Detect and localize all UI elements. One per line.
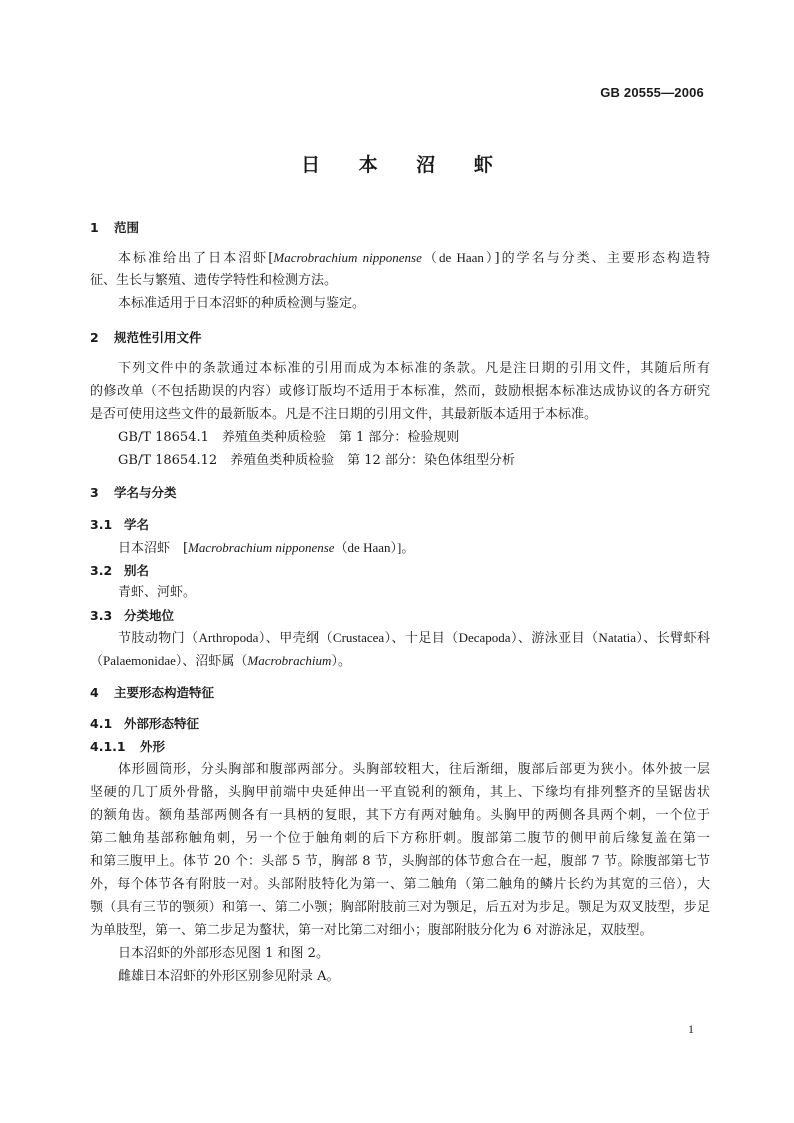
subsection-number: 3.1 bbox=[90, 517, 113, 532]
section-1-para-2: 本标准适用于日本沼虾的种质检测与鉴定。 bbox=[118, 296, 366, 311]
section-number: 2 bbox=[90, 330, 99, 345]
body-line: 的额角齿。额角基部两侧各有一具柄的复眼，其下方有两对触角。头胸甲的两侧各具两个刺，一个位于 bbox=[90, 808, 710, 823]
text: 本标准给出了日本沼虾[ bbox=[118, 251, 274, 266]
section-3-heading bbox=[90, 483, 710, 503]
latin-name: Macrobrachium nipponense bbox=[273, 250, 422, 265]
subsection-3-2-heading bbox=[90, 561, 710, 581]
page-number: 1 bbox=[688, 1022, 694, 1036]
subsection-title: 学名 bbox=[124, 517, 150, 532]
normative-reference-1: GB/T 18654.1 养殖鱼类种质检验 第 1 部分：检验规则 bbox=[118, 430, 460, 445]
section-1-para-1-line-2: 征、生长与繁殖、遗传学特性和检测方法。 bbox=[90, 273, 338, 288]
section-2-para-line-3: 是否可使用这些文件的最新版本。凡是不注日期的引用文件，其最新版本适用于本标准。 bbox=[90, 407, 598, 422]
body-line: 颚（具有三节的颚须）和第一、第二小颚；胸部附肢前三对为颚足，后五对为步足。颚足为双叉肢型，步足 bbox=[90, 900, 710, 915]
text: ）。 bbox=[331, 653, 351, 668]
text: 日本沼虾 [ bbox=[118, 541, 189, 556]
body-line: 为单肢型，第一、第二步足为螯状，第一对比第二对细小；腹部附肢分化为 6 对游泳足，双肢型。 bbox=[90, 923, 653, 938]
body-line: 坚硬的几丁质外骨骼，头胸甲前端中央延伸出一平直锐利的额角，其上、下缘均有排列整齐的呈锯齿状 bbox=[90, 785, 710, 800]
section-number: 3 bbox=[90, 485, 99, 500]
scientific-name bbox=[118, 538, 710, 559]
author-citation: （de Haan） bbox=[421, 250, 495, 265]
body-line: 第二触角基部称触角刺，另一个位于触角刺的后下方称肝刺。腹部第二腹节的侧甲前后缘复盖在第一 bbox=[90, 831, 710, 846]
text: （Palaemonidae）、沼虾属（ bbox=[90, 653, 248, 668]
section-title: 范围 bbox=[114, 220, 140, 235]
subsection-4-1-heading bbox=[90, 714, 710, 734]
body-line: 和第三腹甲上。体节 20 个：头部 5 节，胸部 8 节，头胸部的体节愈合在一起，腹部 7 节。除腹部第七节 bbox=[90, 854, 710, 869]
body-line: 体形圆筒形，分头胸部和腹部两部分。头胸部较粗大，往后渐细，腹部后部更为狭小。体外披一层 bbox=[118, 762, 710, 777]
subsection-number: 3.2 bbox=[90, 563, 113, 578]
text: ]的学名与分类、主要形态构造特 bbox=[494, 251, 711, 266]
annex-reference: 雌雄日本沼虾的外形区别参见附录 A。 bbox=[118, 969, 340, 984]
section-4-heading bbox=[90, 683, 710, 703]
section-2-para-line-2: 的修改单（不包括勘误的内容）或修订版均不适用于本标准，然而，鼓励根据本标准达成协议的各方研究 bbox=[90, 384, 710, 399]
section-title: 规范性引用文件 bbox=[114, 330, 202, 345]
latin-name: Macrobrachium nipponense bbox=[188, 540, 335, 555]
subsection-title: 别名 bbox=[124, 563, 150, 578]
section-number: 4 bbox=[90, 685, 99, 700]
section-title: 主要形态构造特征 bbox=[114, 685, 215, 700]
subsection-3-3-heading bbox=[90, 606, 710, 626]
section-2-heading bbox=[90, 328, 710, 348]
standard-number: GB 20555—2006 bbox=[600, 85, 704, 100]
subsection-number: 4.1 bbox=[90, 716, 113, 731]
subsection-4-1-1-heading bbox=[90, 737, 710, 757]
author-citation: （de Haan）]。 bbox=[334, 540, 415, 555]
taxonomy-line-2 bbox=[90, 651, 710, 671]
taxonomy-line-1: 节肢动物门（Arthropoda）、甲壳纲（Crustacea）、十足目（Decapoda）、游泳亚目（Natatia）、长臂虾科 bbox=[118, 630, 710, 645]
subsection-title: 分类地位 bbox=[124, 608, 175, 623]
figure-reference: 日本沼虾的外部形态见图 1 和图 2。 bbox=[118, 946, 329, 961]
subsection-number: 4.1.1 bbox=[90, 739, 126, 754]
latin-genus: Macrobrachium bbox=[247, 653, 332, 668]
section-title: 学名与分类 bbox=[114, 485, 177, 500]
subsection-title: 外部形态特征 bbox=[124, 716, 200, 731]
section-1-para-1-line-1 bbox=[118, 248, 710, 269]
subsection-3-1-heading bbox=[90, 515, 710, 535]
section-number: 1 bbox=[90, 220, 99, 235]
body-line: 外，每个体节各有附肢一对。头部附肢特化为第一、第二触角（第二触角的鳞片长约为其宽的三倍），大 bbox=[90, 877, 710, 892]
normative-reference-2: GB/T 18654.12 养殖鱼类种质检验 第 12 部分：染色体组型分析 bbox=[118, 453, 515, 468]
document-title: 日 本 沼 虾 bbox=[301, 154, 509, 176]
section-2-para-line-1: 下列文件中的条款通过本标准的引用而成为本标准的条款。凡是注日期的引用文件，其随后所有 bbox=[118, 361, 710, 376]
section-1-heading bbox=[90, 218, 710, 238]
common-names: 青虾、河虾。 bbox=[118, 585, 197, 600]
subsection-title: 外形 bbox=[140, 739, 166, 754]
subsection-number: 3.3 bbox=[90, 608, 113, 623]
